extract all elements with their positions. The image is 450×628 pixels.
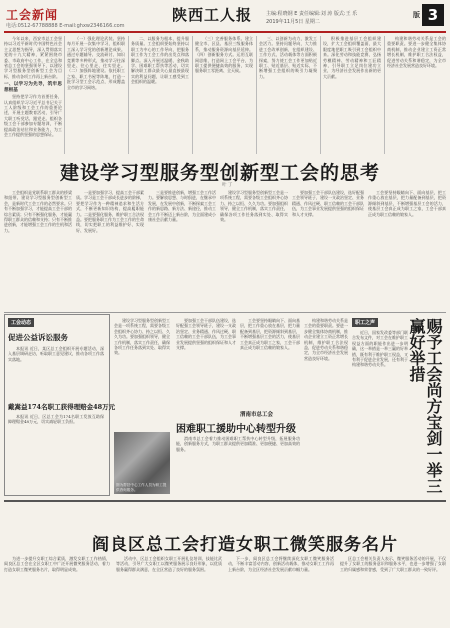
paragraph: 区总工会相关负责人表示，微笑服务活动的开展，不仅提升了女职工的服务意识和服务水平，也进一步增强了女职工的归属感和荣誉感，受到了广大职工群众的一致好评。: [340, 556, 446, 572]
paragraph: 一是要加强学习，提高工会干部素质。学习是工会干部成长进步的阶梯，要把学习作为一种精神追求和生活方式，不断更新知识结构，提高履职能力。二是要强化服务，维护职工合法权益。要把服务职工作为工会工作的生命线，切实把职工的利益维护好、实现好、发展好。: [76, 190, 144, 233]
paragraph: 构建和谐劳动关系是工会的重要职责。要进一步健全集体协商机制，推动企业建立工资正常增长机制，维护职工合法权益，促进劳动关系和谐稳定，为全市经济社会发展营造良好环境。: [387, 36, 446, 69]
mid-col-5: [292, 190, 364, 310]
center-col-2: [176, 318, 236, 398]
paragraph: 三、以创新为动力，激发工会活力。坚持问题导向，大力推进工会改革创新，在组织建设、工作方式、活动载体等方面积极探索，努力使工会工作更加贴近职工、贴近基层、贴近实际，不断增强工会组织的吸引力凝聚力。: [259, 36, 317, 79]
top-col-3: [131, 36, 189, 154]
top-col-5: [259, 36, 317, 154]
paragraph: 建设学习型服务型创新型工会是一项系统工程，需要各级工会组织齐心协力、持之以恒、久久为功。要加强组织领导，健全工作机制，落实工作责任，确保各项工作任务落到实处、取得实效。: [114, 318, 170, 356]
section-rule: [4, 312, 446, 313]
top-col-4: [195, 36, 253, 154]
paragraph: 积极推进基层工会组织建设，扩大工会组织覆盖面，最大限度地把职工吸引到工会组织中来。深化劳动和技能竞赛，弘扬劳模精神、劳动精神和工匠精神，引导职工立足岗位建功立业，为经济社会发展作出新的更大贡献。: [323, 36, 381, 79]
left-body-2: [8, 414, 104, 490]
paragraph: 本报讯 近日，某区总工会组织开展专题活动，深入基层调研走访，听取职工意见建议，推动各项工作落实落地。: [8, 346, 104, 362]
paragraph: 要加强工会干部队伍建设，选好配强工会领导班子，建设一支政治坚定、业务精通、作风过硬、职工信赖的工会干部队伍，为工会事业发展提供坚强的组织保证和人才支撑。: [292, 190, 364, 217]
center-col-1: [114, 318, 170, 428]
top-col-6: [323, 36, 381, 154]
paragraph: 工会要坚持眼睛向下、面向基层，把工作重心放在基层，把力量配备到基层，把资源倾斜到基层，不断增强基层工会的活力，使基层工会真正成为职工之家，工会干部真正成为职工信赖的娘家人。: [368, 190, 446, 217]
paragraph: 三是要推进创新，增强工会工作活力。要解放思想、与时俱进，在继承中发展，在发展中创新，不断探索工会工作的新思路、新方法、新途径，推动工会工作不断迈上新台阶，为全面建成小康社会贡献力量。: [148, 190, 216, 223]
paragraph: 为进一步提升女职工综合素质，激发女职工工作热情，阎良区总工会在全区女职工中广泛开展微笑服务活动，着力打造女职工微笑服务名片，取得明显成效。: [4, 556, 110, 572]
left-headline-1: 促进公益诉讼服务: [8, 333, 68, 342]
paragraph: 二、以服务为根本，提升服务质量。工会组织要始终坚持以职工为中心的工作导向，把服务职工作为工会工作的出发点和落脚点。深入开展送温暖、金秋助学、困难职工帮扶等活动，切实解决职工群众最关心最直接最现实的利益问题，让职工感受到工会组织的温暖。: [131, 36, 189, 85]
box-tag-right: 职工之声: [352, 318, 378, 327]
paragraph: （三）完善服务体系。建立健全市、区县、基层三级服务体系，推动服务资源向基层延伸。（四）创新服务方式。运用互联网思维，打造网上工会平台，为职工提供便捷高效的服务，实现服务职工零距离、全天候。: [195, 36, 253, 74]
paragraph: 本报讯 近日，区总工会为174名职工发放互助保障理赔金48万元，切实减轻职工负担。: [8, 414, 104, 425]
photo-caption: 图为帮扶中心工作人员为职工提供咨询服务。: [116, 483, 167, 492]
mid-col-4: [220, 190, 288, 310]
paragraph: 渭南市总工会着力推动困难职工帮扶中心转型升级，拓展服务功能，创新服务方式，为职工群众提供更加精准、更加便捷、更加高效的服务。: [176, 436, 300, 452]
masthead: 陕西工人报: [172, 6, 253, 24]
contact-line: 电话:0512-67788888 E-mail:ghxw2346166.com: [6, 23, 125, 29]
bottom-col-2: [116, 556, 222, 624]
mid-col-2: [76, 190, 144, 310]
mid-col-1: [4, 190, 72, 310]
paragraph: 工会组织是党联系职工群众的桥梁和纽带。建设学习型服务型创新型工会，是新时代工会工作的必然要求。只有不断加强学习，才能提高工会干部的综合素质；只有不断强化服务，才能赢得职工群众的信赖和支持；只有不断推进创新，才能增强工会工作的生机和活力。: [4, 190, 72, 233]
top-col-2: [67, 36, 125, 154]
center-col-4: [304, 318, 348, 494]
bottom-headline: 阎良区总工会打造女职工微笑服务名片: [92, 535, 398, 555]
right-body: [352, 330, 408, 494]
paragraph: 近日，国家发改委等部门联合发布文件，对工会在维护职工权益方面的职能作出进一步明确，这一举措是一举三赢的好举措，既有利于维护职工权益，又有利于促进企业发展，还有利于构建和谐劳动关系。: [352, 330, 408, 368]
box-tag-left: 工会动态: [8, 318, 34, 327]
divider: [128, 36, 129, 154]
paragraph: 构建和谐劳动关系是工会的重要职责。要进一步健全集体协商机制，推动企业建立工资正常增长机制，维护职工合法权益，促进劳动关系和谐稳定，为全市经济社会发展营造良好环境。: [304, 318, 348, 361]
paragraph: （一）强化理论武装。坚持每月开展一次集中学习，组织职工深入学习党的创新理论成果。通过专题辅导、交流研讨、知识竞赛等多种形式，推动学习往深里走、往心里走、往实里走。（二）加强阵地建设。依托职工之家、职工书屋等阵地，打造一批学习型工会示范点，形成覆盖全市的学习网络。: [67, 36, 125, 90]
editor-line: 主编:程晓钢 E 责任编辑:刘 涛 版式:王 乐: [266, 11, 358, 17]
divider: [384, 36, 385, 154]
news-photo: [114, 432, 170, 494]
left-headline-2: 戴嵩益174名职工获得理赔金48万元: [8, 403, 116, 411]
page-number: 3: [422, 4, 444, 26]
paragraph: 活动中，区总工会组织女职工开展礼仪培训、技能比武等活动，引导广大女职工以微笑服务展示良好形象，以优质服务赢得群众满意，在全区营造了良好的服务氛围。: [116, 556, 222, 572]
divider: [320, 36, 321, 154]
date-line: 2019年11月5日 星期二: [266, 19, 320, 25]
mid-col-6: [368, 190, 446, 310]
paragraph: 坚持把学习作为首要任务，认真组织学习习近平总书记关于工人阶级和工会工作的重要论述，开展主题教育活动，引导广大职工听党话、跟党走。组织各级工会干部参加专题培训，不断提高政治站位和业务能力，为工会工作提供坚强的思想保证。: [4, 94, 62, 138]
main-byline: 叶 丁: [222, 183, 233, 188]
paragraph: 要加强工会干部队伍建设，选好配强工会领导班子，建设一支政治坚定、业务精通、作风过硬、职工信赖的工会干部队伍，为工会事业发展提供坚强的组织保证和人才支撑。: [176, 318, 236, 351]
center-body: [176, 436, 300, 494]
main-headline: 建设学习型服务型创新型工会的思考: [60, 162, 381, 184]
paragraph: 工会要坚持眼睛向下、面向基层，把工作重心放在基层，把力量配备到基层，把资源倾斜到基层，不断增强基层工会的活力，使基层工会真正成为职工之家，工会干部真正成为职工信赖的娘家人。: [240, 318, 300, 351]
divider: [64, 36, 65, 154]
top-col-1: [4, 36, 62, 154]
bottom-col-3: [228, 556, 334, 624]
paragraph: 下一步，阎良区总工会将继续深化女职工微笑服务活动，不断丰富活动内容，创新活动载体，推动女职工工作再上新台阶，为全区经济社会发展贡献巾帼力量。: [228, 556, 334, 572]
center-col-3: [240, 318, 300, 406]
right-vertical-title: 赐予工会尚方宝剑一举三赢好举措: [407, 318, 443, 494]
center-kicker: 渭南市总工会: [240, 412, 274, 418]
left-body-1: [8, 346, 104, 396]
page-header: [4, 4, 446, 30]
center-headline: 困难职工援助中心转型升级: [176, 424, 296, 435]
section-brand: 工会新闻: [6, 8, 59, 22]
page-label: 版: [413, 11, 420, 19]
bottom-rule: [4, 500, 446, 502]
divider: [256, 36, 257, 154]
header-rule: [4, 31, 446, 33]
divider: [192, 36, 193, 154]
paragraph: 建设学习型服务型创新型工会是一项系统工程，需要各级工会组织齐心协力、持之以恒、久久为功。要加强组织领导，健全工作机制，落实工作责任，确保各项工作任务落到实处、取得实效。: [220, 190, 288, 223]
bottom-col-4: [340, 556, 446, 624]
mid-col-3: [148, 190, 216, 310]
subhead: 一、以学习为先导，筑牢思想根基: [4, 82, 62, 94]
bottom-col-1: [4, 556, 110, 624]
top-col-7: [387, 36, 446, 154]
paragraph: 今年以来，西安市总工会坚持以习近平新时代中国特色社会主义思想为指导，深入贯彻落实党的十九大精神，紧紧围绕市委、市政府中心工作，在全总和省总工会的坚强领导下，以建设学习型服务型创新型工会为目标，推动各项工作再上新台阶。: [4, 36, 62, 79]
